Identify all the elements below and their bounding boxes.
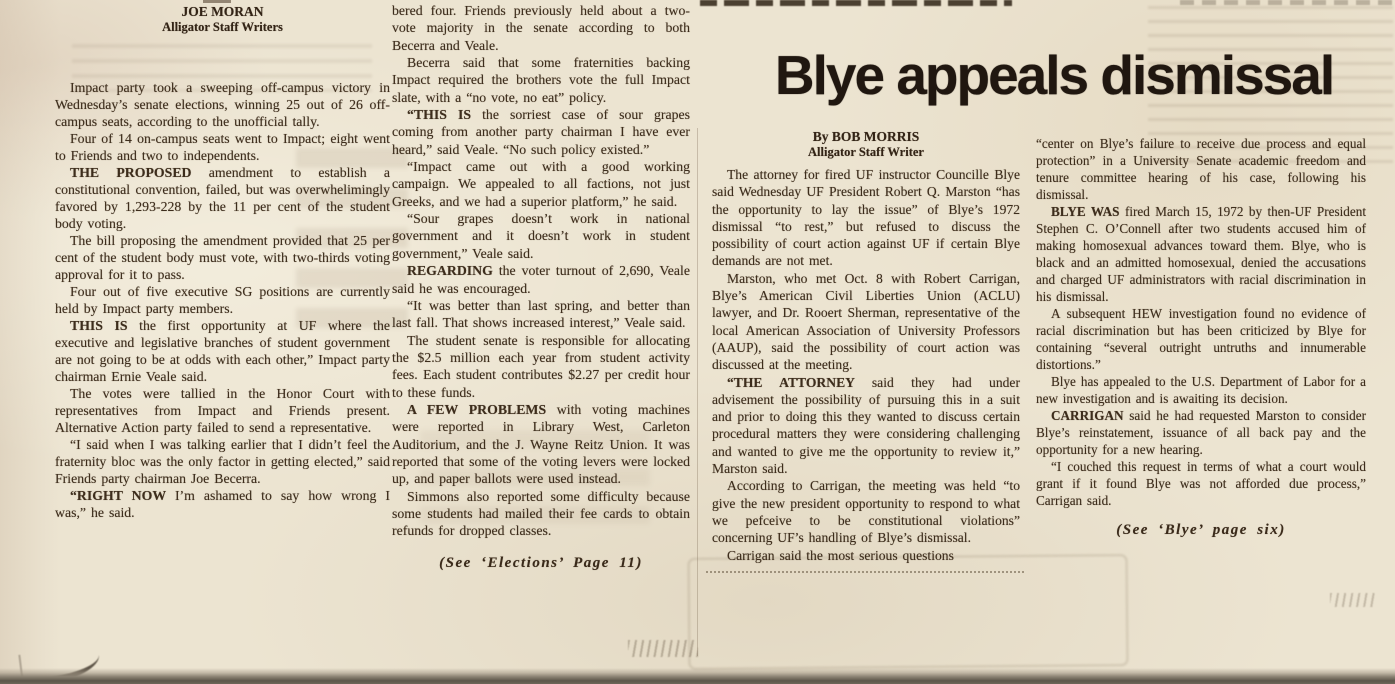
dotted-rule [706,571,1024,573]
paragraph: REGARDING the voter turnout of 2,690, Veale said he was encouraged. [392,263,690,296]
paragraph-lead-in: THE PROPOSED [70,165,209,180]
paragraph: The votes were tallied in the Honor Court with representatives from Impact and Friends present. Alternative Action party failed to send a representative. [55,386,390,435]
byline-role: Alligator Staff Writer [808,145,924,159]
paragraph: CARRIGAN said he had requested Marston to consider Blye’s reinstatement, issuance of all back pay and the opportunity for a new hearing. [1036,408,1366,457]
paragraph-lead-in: CARRIGAN [1051,408,1130,423]
blye-article-column-1 [712,128,1020,573]
paragraph: “I said when I was talking earlier that I didn’t feel the fraternity bloc was the only factor in getting elected,” said Friends party chairman Joe Becerra. [55,437,390,486]
cropped-text-fragment [1180,0,1394,5]
blye-article-column-2 [1036,135,1366,539]
article-body [55,79,390,521]
paragraph-lead-in: THIS IS [70,318,140,333]
paragraph: “center on Blye’s failure to receive due process and equal protection” in a University Senate academic freedom and tenure committee hearing of his case, following his dismissal. [1036,136,1366,202]
paragraph: THE PROPOSED amendment to establish a constitutional convention, failed, but was overwhelimingly favored by 1,293-228 by the 11 per cent of the student body voting. [55,165,390,231]
paragraph: A FEW PROBLEMS with voting machines were reported in Library West, Carleton Auditorium, and the J. Wayne Reitz Union. It was reported that some of the voting levers were locked up, and paper ballots were used instead. [392,401,690,487]
paragraph: Simmons also reported some difficulty because some students had mailed their fee cards to obtain refunds for dropped classes. [392,488,690,539]
paragraph: BLYE WAS fired March 15, 1972 by then-UF President Stephen C. O’Connell after two students accused him of making homosexual advances toward them. Blye, who is black and an admitted homosexual, denied the accusations and charged UF administrators with racial discrimination in his dismissal. [1036,204,1366,304]
paragraph-lead-in: REGARDING [407,263,499,279]
paragraph: “THIS IS the sorriest case of sour grapes coming from another party chairman I have ever heard,” said Veale. “No such policy existed.” [392,107,690,157]
byline-author: By BOB MORRIS [812,129,920,144]
cropped-text-fragment [700,0,1012,6]
paragraph-lead-in: “RIGHT NOW [70,488,175,503]
byline-author: JOE MORAN [181,4,264,19]
paragraph: “Impact came out with a good working campaign. We appealed to all factions, not just Greeks, and we had a superior platform,” he said. [392,159,690,209]
paragraph: Four out of five executive SG positions are currently held by Impact party members. [55,284,390,316]
paragraph: Impact party took a sweeping off-campus victory in Wednesday’s senate elections, winning 25 out of 26 off-campus seats, according to the unofficial tally. [55,80,390,129]
elections-article-column-1 [55,3,390,521]
column-rule [697,128,698,656]
paragraph: A subsequent HEW investigation found no evidence of racial discrimination but has been criticized by Blye for containing “several outright untruths and innumerable distortions.” [1036,306,1366,372]
paragraph: “THE ATTORNEY said they had under advisement the possibility of pursuing this in a suit and prior to doing this they wanted to discuss certain procedural matters they were considering challenging and wanted to give me the opportunity to review it,” Marston said. [712,374,1020,477]
continuation-note: (See ‘Blye’ page six) [1116,522,1286,538]
paragraph: Carrigan said the most serious questions [727,547,954,563]
hatch-mark [1330,593,1376,607]
headline: Blye appeals dismissal [774,44,1334,106]
article-body [392,2,690,540]
paragraph: Becerra said that some fraternities backing Impact required the brothers vote the full Impact slate, with a “no vote, no eat” policy. [392,55,690,105]
paragraph: Four of 14 on-campus seats went to Impact; eight went to Friends and two to independents. [55,131,390,163]
paragraph-lead-in: “THIS IS [407,107,483,123]
continuation-note: (See ‘Elections’ Page 11) [439,554,643,571]
paragraph: The attorney for fired UF instructor Councille Blye said Wednesday UF President Robert Q. Marston “has the opportunity to lay the issue” of Blye’s 1972 dismissal “to rest,” but refused to discuss the possibility of court action against UF if certain Blye demands are not met. [712,167,1020,269]
article-body [1036,135,1366,509]
article-body [712,166,1020,564]
paragraph: Marston, who met Oct. 8 with Robert Carrigan, Blye’s American Civil Liberties Union (ACLU) lawyer, and Dr. Rooert Sherman, representative of the local American Association of University Professors (AAUP), said the possibility of court action was discussed at the meeting. [712,270,1020,373]
paragraph: The student senate is responsible for allocating the $2.5 million each year from student activity fees. Each student contributes $2.27 per credit hour to these funds. [392,332,690,400]
paragraph: Blye has appealed to the U.S. Department of Labor for a new investigation and is awaiting its decision. [1036,374,1366,406]
paragraph: “RIGHT NOW I’m ashamed to say how wrong I was,” he said. [55,488,390,520]
paragraph: THIS IS the first opportunity at UF where the executive and legislative branches of student government are not going to be at odds with each other,” Impact party chairman Ernie Veale said. [55,318,390,384]
byline-role: Alligator Staff Writers [162,20,283,34]
paragraph: “It was better than last spring, and better than last fall. That shows increased interest,” Veale said. [392,297,690,331]
paragraph-lead-in: “THE ATTORNEY [727,374,872,390]
elections-article-column-2 [392,2,690,572]
hatch-mark [628,640,698,657]
paragraph: The bill proposing the amendment provided that 25 per cent of the student body must vote, with two-thirds voting approval for it to pass. [55,233,390,282]
paragraph-lead-in: A FEW PROBLEMS [407,401,557,417]
page-bottom-rule [0,668,1395,684]
paragraph: According to Carrigan, the meeting was held “to give the new president opportunity to respond to what we pefceive to be constitutional violations” concerning UF’s handling of Blye’s dismissal. [712,478,1020,546]
paragraph-lead-in: BLYE WAS [1051,204,1125,219]
paragraph: “Sour grapes doesn’t work in national government and it doesn’t work in student government,” Veale said. [392,211,690,261]
paragraph: bered four. Friends previously held about a two-vote majority in the senate according to both Becerra and Veale. [392,3,690,53]
paragraph: “I couched this request in terms of what a court would grant if it found Blye was not afforded due process,” Carrigan said. [1036,459,1366,508]
